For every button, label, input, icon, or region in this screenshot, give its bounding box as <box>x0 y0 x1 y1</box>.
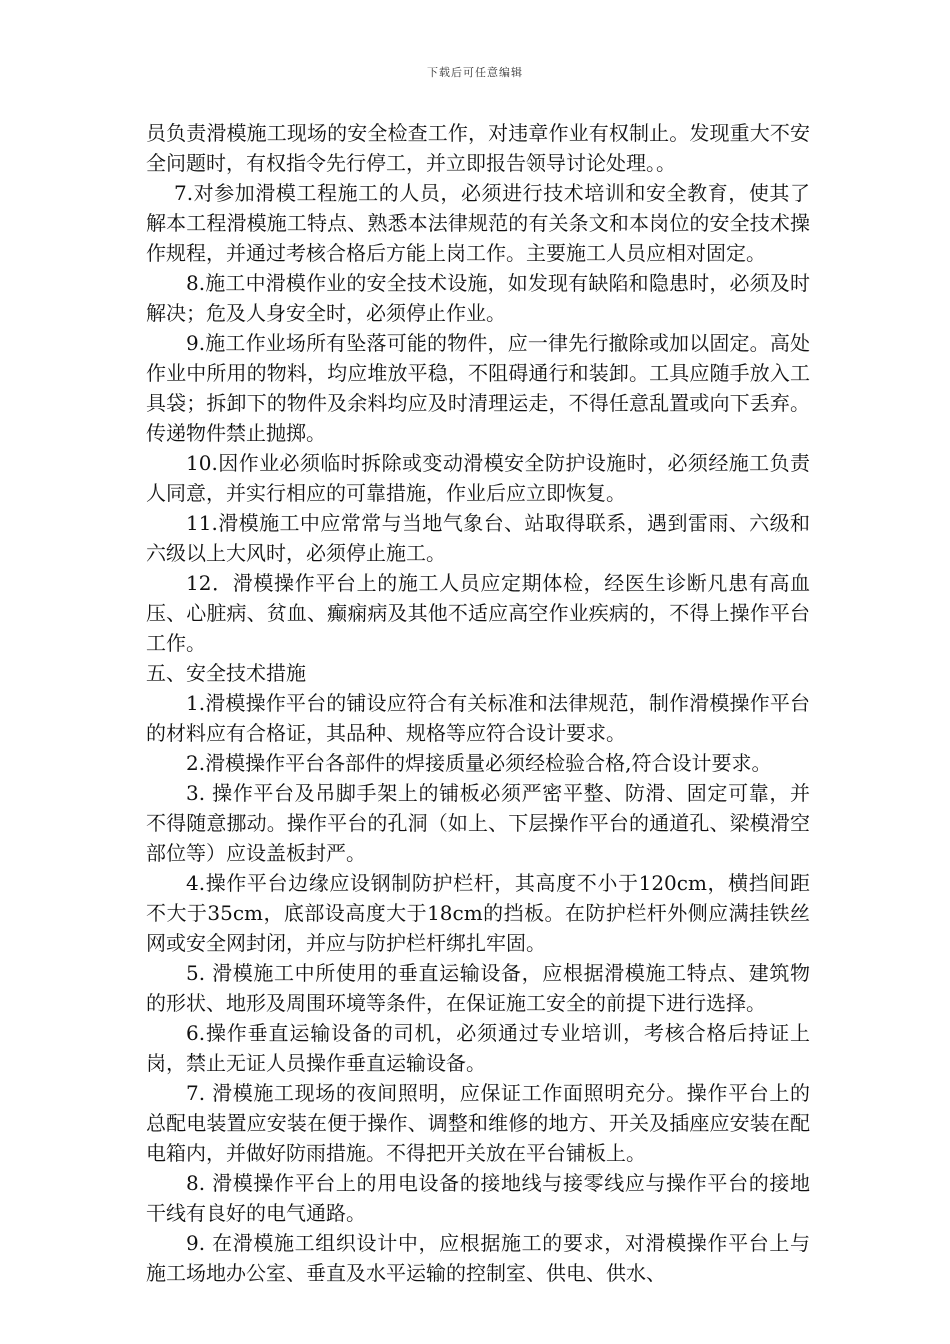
paragraph-item-4-7: 7.对参加滑模工程施工的人员，必须进行技术培训和安全教育，使其了解本工程滑模施工特点、熟悉本法律规范的有关条文和本岗位的安全技术操作规程，并通过考核合格后方能上岗工作。主要施工人员应相对固定。 <box>146 181 810 265</box>
paragraph-item-4-12: 12．滑模操作平台上的施工人员应定期体检，经医生诊断凡患有高血压、心脏病、贫血、癫痫病及其他不适应高空作业疾病的，不得上操作平台工作。 <box>146 571 810 655</box>
paragraph-item-5-7: 7. 滑模施工现场的夜间照明，应保证工作面照明充分。操作平台上的总配电装置应安装在便于操作、调整和维修的地方、开关及插座应安装在配电箱内，并做好防雨措施。不得把开关放在平台铺板上。 <box>146 1081 810 1165</box>
paragraph-item-5-9: 9. 在滑模施工组织设计中，应根据施工的要求，对滑模操作平台上与施工场地办公室、垂直及水平运输的控制室、供电、供水、 <box>146 1231 810 1285</box>
page-header: 下载后可任意编辑 <box>427 66 523 79</box>
paragraph-continuation: 员负责滑模施工现场的安全检查工作，对违章作业有权制止。发现重大不安全问题时，有权指令先行停工，并立即报告领导讨论处理。。 <box>146 121 810 175</box>
paragraph-item-4-9: 9.施工作业场所有坠落可能的物件，应一律先行撤除或加以固定。高处作业中所用的物料，均应堆放平稳，不阻碍通行和装卸。工具应随手放入工具袋；拆卸下的物件及余料均应及时清理运走，不得任意乱置或向下丢弃。传递物件禁止抛掷。 <box>146 331 810 445</box>
paragraph-item-4-8: 8.施工中滑模作业的安全技术设施，如发现有缺陷和隐患时，必须及时解决；危及人身安全时，必须停止作业。 <box>146 271 810 325</box>
paragraph-item-5-2: 2.滑模操作平台各部件的焊接质量必须经检验合格,符合设计要求。 <box>186 751 772 775</box>
paragraph-item-5-6: 6.操作垂直运输设备的司机，必须通过专业培训，考核合格后持证上岗，禁止无证人员操作垂直运输设备。 <box>146 1021 810 1075</box>
section-heading-5: 五、安全技术措施 <box>146 661 306 685</box>
paragraph-item-4-10: 10.因作业必须临时拆除或变动滑模安全防护设施时，必须经施工负责人同意，并实行相应的可靠措施，作业后应立即恢复。 <box>146 451 810 505</box>
paragraph-item-5-1: 1.滑模操作平台的铺设应符合有关标准和法律规范，制作滑模操作平台的材料应有合格证，其品种、规格等应符合设计要求。 <box>146 691 810 745</box>
paragraph-item-5-3: 3. 操作平台及吊脚手架上的铺板必须严密平整、防滑、固定可靠，并不得随意挪动。操作平台的孔洞（如上、下层操作平台的通道孔、梁模滑空部位等）应设盖板封严。 <box>146 781 810 865</box>
paragraph-item-5-4: 4.操作平台边缘应设钢制防护栏杆，其高度不小于120cm，横挡间距不大于35cm，底部设高度大于18cm的挡板。在防护栏杆外侧应满挂铁丝网或安全网封闭，并应与防护栏杆绑扎牢固。 <box>146 871 810 955</box>
document-body <box>146 118 810 1288</box>
paragraph-item-4-11: 11.滑模施工中应常常与当地气象台、站取得联系，遇到雷雨、六级和六级以上大风时，必须停止施工。 <box>146 511 810 565</box>
paragraph-item-5-5: 5. 滑模施工中所使用的垂直运输设备，应根据滑模施工特点、建筑物的形状、地形及周围环境等条件，在保证施工安全的前提下进行选择。 <box>146 961 810 1015</box>
paragraph-item-5-8: 8. 滑模操作平台上的用电设备的接地线与接零线应与操作平台的接地干线有良好的电气通路。 <box>146 1171 810 1225</box>
